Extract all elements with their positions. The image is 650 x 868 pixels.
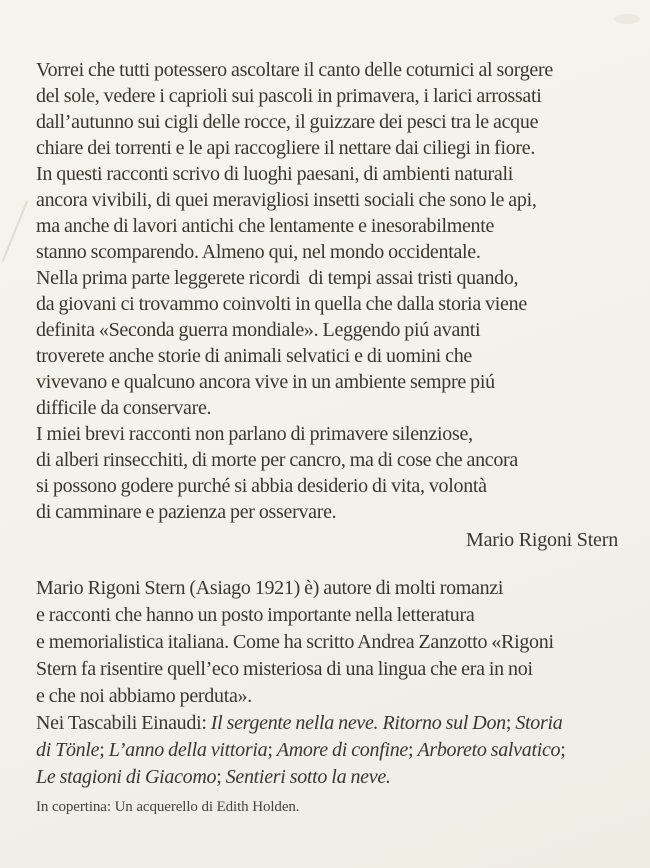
blurb-line: vivevano e qualcuno ancora vive in un ambiente sempre piú <box>36 371 495 393</box>
text-segment: e racconti che hanno un posto importante nella letteratura <box>36 604 475 626</box>
bio-line <box>36 575 620 602</box>
blurb-line: ancora vivibili, di quei meravigliosi insetti sociali che sono le api, <box>36 189 537 211</box>
text-block <box>36 57 620 817</box>
scan-smudge-mark <box>614 14 640 24</box>
blurb-line: troverete anche storie di animali selvatici e di uomini che <box>36 345 472 367</box>
blurb-line: ma anche di lavori antichi che lentamente e inesorabilmente <box>36 215 495 237</box>
blurb-line: di alberi rinsecchiti, di morte per cancro, ma di cose che ancora <box>36 449 518 471</box>
book-title: Storia <box>515 712 563 734</box>
book-title: di Tönle <box>36 739 100 761</box>
book-title: Sentieri sotto la neve. <box>225 766 391 788</box>
bio-line <box>36 602 620 629</box>
cover-credit: In copertina: Un acquerello di Edith Holden. <box>36 799 300 815</box>
bio-line <box>36 710 620 737</box>
blurb-line: del sole, vedere i caprioli sui pascoli in primavera, i larici arrossati <box>36 85 542 107</box>
text-segment: Nei Tascabili Einaudi: <box>36 712 211 734</box>
bio-line <box>36 764 620 791</box>
bio-paragraph <box>36 575 620 791</box>
text-segment: Mario Rigoni Stern (Asiago 1921) è) autore di molti romanzi <box>36 577 504 599</box>
text-segment: Stern fa risentire quell’eco misteriosa di una lingua che era in noi <box>36 658 533 680</box>
bio-line <box>36 629 620 656</box>
bio-line <box>36 683 620 710</box>
blurb-paragraph <box>36 57 620 525</box>
bio-line <box>36 737 620 764</box>
bio-line <box>36 656 620 683</box>
text-segment: ; <box>99 739 109 761</box>
text-segment: ; <box>267 739 277 761</box>
blurb-line: In questi racconti scrivo di luoghi paesani, di ambienti naturali <box>36 163 513 185</box>
blurb-line: di camminare e pazienza per osservare. <box>36 501 337 523</box>
blurb-line: da giovani ci trovammo coinvolti in quella che dalla storia viene <box>36 293 527 315</box>
scan-scratch-mark <box>2 200 29 262</box>
blurb-line: Vorrei che tutti potessero ascoltare il canto delle coturnici al sorgere <box>36 59 553 81</box>
blurb-line: difficile da conservare. <box>36 397 212 419</box>
blurb-line: I miei brevi racconti non parlano di primavere silenziose, <box>36 423 473 445</box>
book-title: Amore di confine <box>276 739 408 761</box>
text-segment: e memorialistica italiana. Come ha scritto Andrea Zanzotto «Rigoni <box>36 631 554 653</box>
book-title: Arboreto salvatico <box>417 739 561 761</box>
text-segment: ; <box>407 739 418 761</box>
author-signature: Mario Rigoni Stern <box>466 529 618 551</box>
blurb-line: si possono godere purché si abbia desiderio di vita, volontà <box>36 475 487 497</box>
text-segment: ; <box>216 766 226 788</box>
blurb-line: definita «Seconda guerra mondiale». Leggendo piú avanti <box>36 319 481 341</box>
text-segment: ; <box>560 739 566 761</box>
text-segment: ; <box>505 712 516 734</box>
book-title: Il sergente nella neve. Ritorno sul Don <box>210 712 506 734</box>
book-title: L’anno della vittoria <box>108 739 268 761</box>
blurb-line: chiare dei torrenti e le api raccogliere il nettare dai ciliegi in fiore. <box>36 137 536 159</box>
book-title: Le stagioni di Giacomo <box>36 766 217 788</box>
blurb-line: stanno scomparendo. Almeno qui, nel mondo occidentale. <box>36 241 481 263</box>
blurb-line: Nella prima parte leggerete ricordi di tempi assai tristi quando, <box>36 267 519 289</box>
text-segment: e che noi abbiamo perduta». <box>36 685 252 707</box>
blurb-line: dall’autunno sui cigli delle rocce, il guizzare dei pesci tra le acque <box>36 111 539 133</box>
